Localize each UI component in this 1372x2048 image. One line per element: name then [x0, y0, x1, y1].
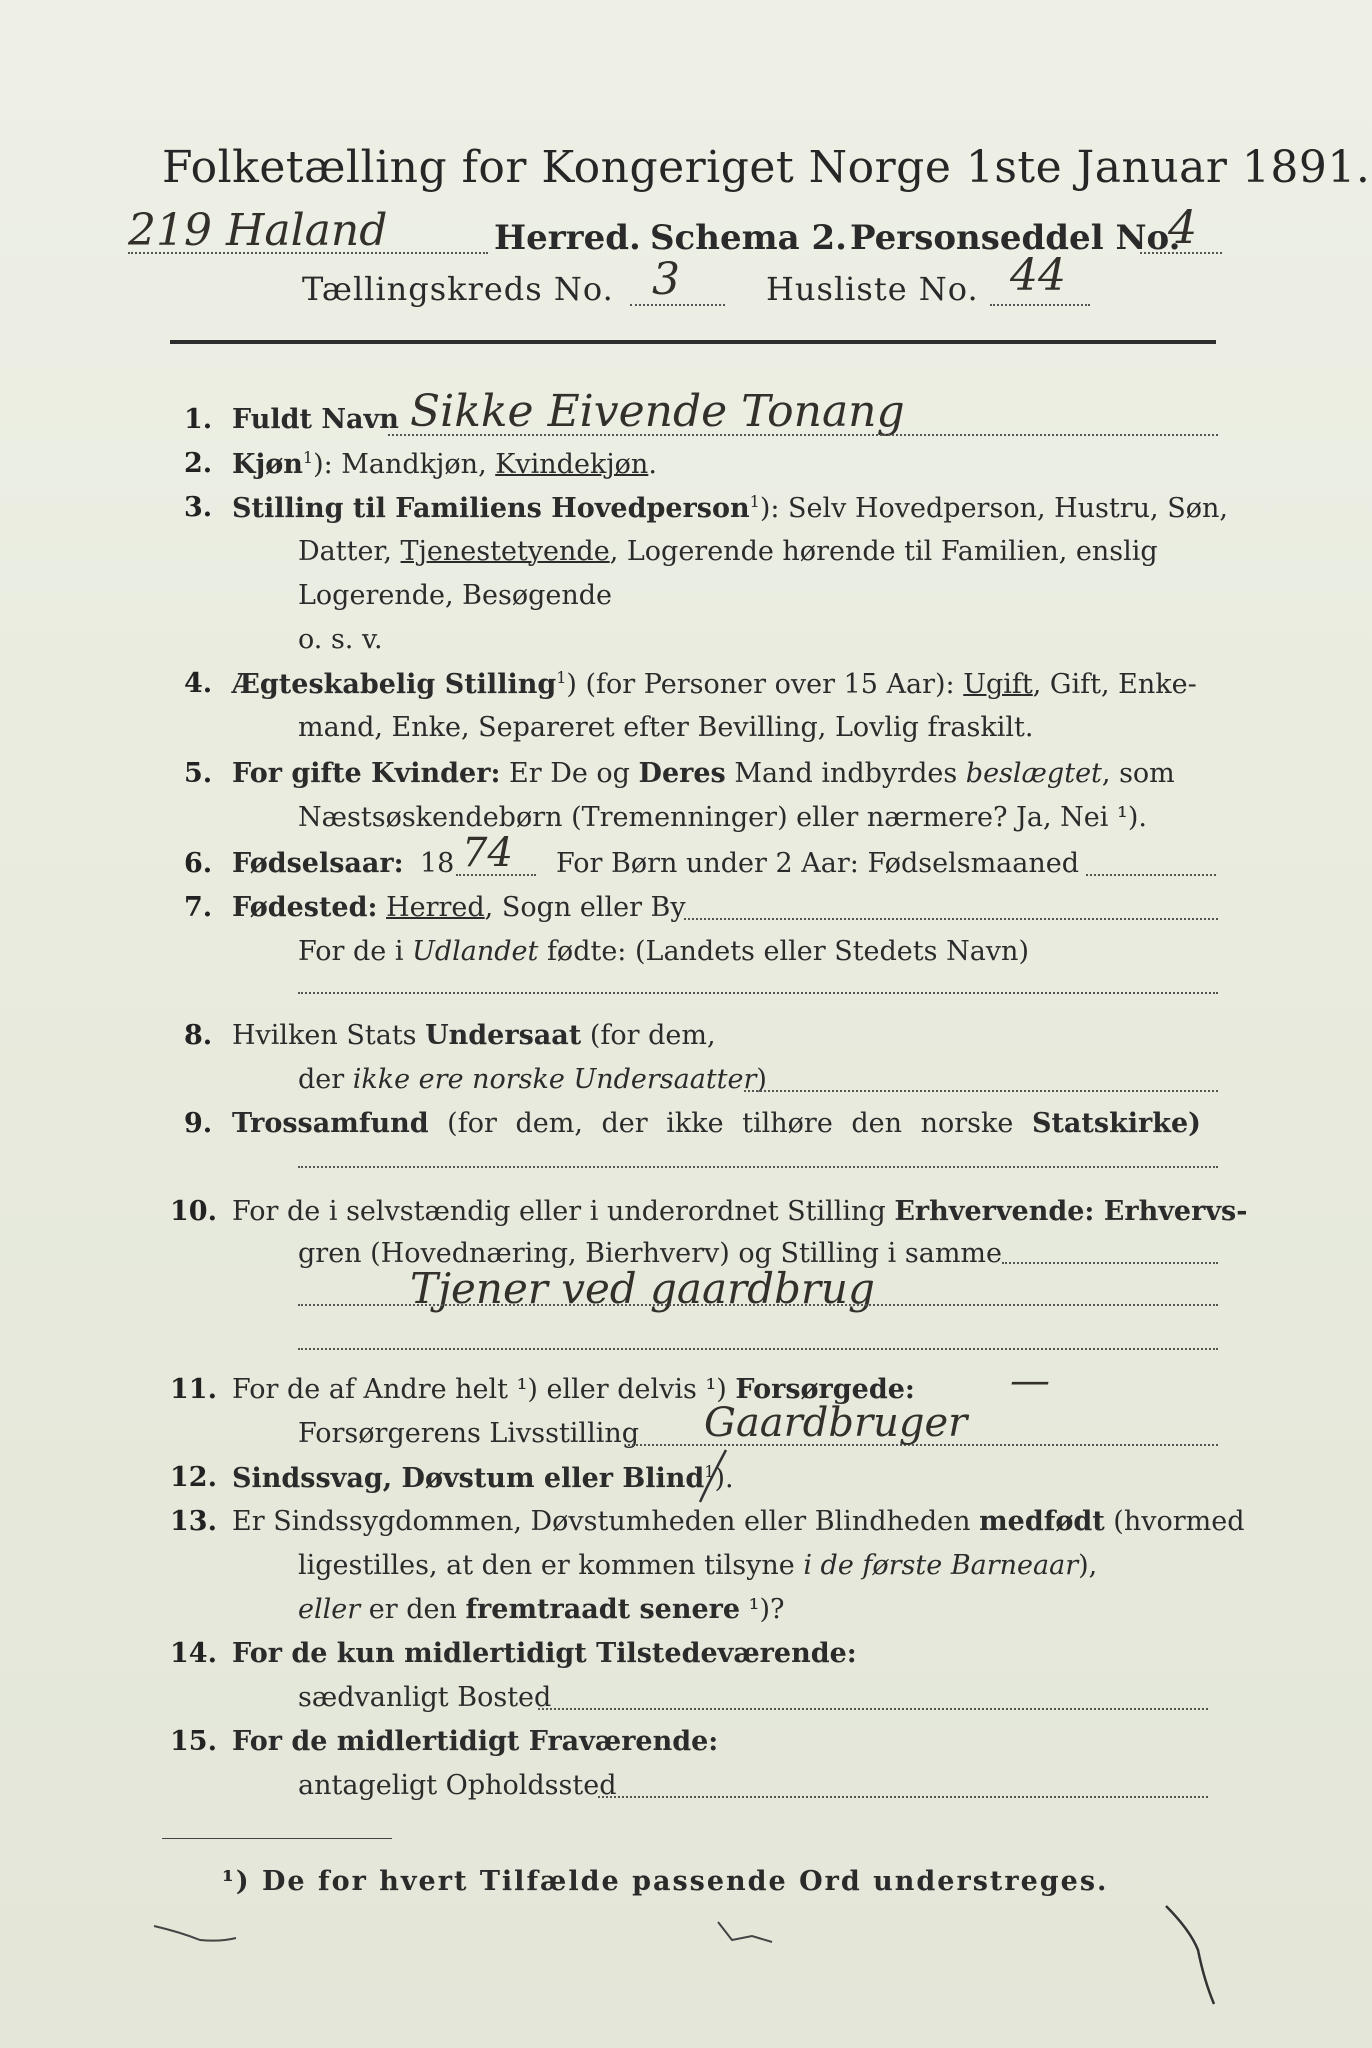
q7-line2-b: fødte: (Landets eller Stedets Navn): [538, 936, 1029, 967]
q3-label: Stilling til Familiens Hovedperson: [232, 493, 750, 524]
header-rule: [170, 340, 1216, 344]
q8-line1-a: Hvilken Stats: [232, 1020, 426, 1051]
q13-line3-a: er den: [360, 1594, 466, 1625]
q7-rest: , Sogn eller By: [484, 892, 686, 923]
husliste-number: 44: [1010, 250, 1066, 301]
q12-rest: ).: [714, 1463, 734, 1494]
q8-dotted-line: [744, 1090, 1218, 1092]
q9-rest: (for dem, der ikke tilhøre den norske: [428, 1108, 1032, 1139]
q7-label: Fødested:: [232, 892, 378, 923]
q4-ugift-underlined: Ugift: [963, 669, 1033, 700]
q6-year-answer: 74: [462, 830, 513, 876]
q13-line1-a: Er Sindssygdommen, Døvstumheden eller Blindheden: [232, 1506, 980, 1537]
q4-label: Ægteskabelig Stilling: [232, 669, 557, 700]
q7-line2: [298, 936, 1029, 967]
q3-sup: 1: [749, 492, 760, 511]
q10-line2: gren (Hovednæring, Bierhverv) og Stilling i samme: [298, 1238, 1003, 1269]
q12-line1: [232, 1462, 734, 1494]
q14-line2: sædvanligt Bosted: [298, 1682, 552, 1713]
q7-line1: [232, 892, 686, 923]
q8-line2-a: der: [298, 1064, 353, 1095]
q10-extra-dotted-line: [298, 1348, 1218, 1350]
q5-line2: Næstsøskendebørn (Tremenninger) eller nærmere? Ja, Nei ¹).: [298, 802, 1147, 833]
q7-answer-dotted-line: [298, 992, 1218, 994]
q13-medfodt: medfødt: [979, 1506, 1105, 1537]
form-title: Folketælling for Kongeriget Norge 1ste Januar 1891.: [162, 142, 1371, 193]
q13-line2-b: ),: [1078, 1550, 1098, 1581]
q8-line1-b: (for dem,: [581, 1020, 716, 1051]
q10-number: 10.: [170, 1196, 217, 1227]
q4-sup: 1: [556, 668, 567, 687]
q8-line2: [298, 1064, 767, 1095]
footnote-text: ¹) De for hvert Tilfælde passende Ord understreges.: [222, 1866, 1109, 1897]
q10-line1: [232, 1196, 1247, 1227]
q1-answer-name: Sikke Eivende Tonang: [410, 386, 905, 437]
q15-label: For de midlertidigt Fraværende:: [232, 1726, 719, 1757]
husliste-dotted-line: [990, 304, 1090, 306]
q10-line1-a: For de i selvstændig eller i underordnet Stilling: [232, 1196, 895, 1227]
q4-line2: mand, Enke, Separeret efter Bevilling, Lovlig fraskilt.: [298, 712, 1034, 743]
q8-number: 8.: [184, 1020, 213, 1051]
q15-line2: antageligt Opholdssted: [298, 1770, 617, 1801]
q10-erhvervende: Erhvervende:: [894, 1196, 1095, 1227]
q3-number: 3.: [184, 492, 213, 523]
q6-number: 6.: [184, 848, 213, 879]
q9-number: 9.: [184, 1108, 213, 1139]
q11-forsorgede: Forsørgede:: [735, 1374, 915, 1405]
q10-answer-dotted-line: [298, 1304, 1218, 1306]
q13-line2: [298, 1550, 1097, 1581]
q2-text-a: ): Mandkjøn,: [313, 449, 496, 480]
herred-label: Herred.: [494, 218, 641, 258]
q5-line1-b: Mand indbyrdes: [725, 758, 966, 789]
q13-line3: [298, 1594, 784, 1625]
kreds-label: Tællingskreds No.: [302, 270, 614, 308]
q3-line2-c: , Logerende hørende til Familien, enslig: [609, 536, 1158, 567]
q9-dotted-line: [298, 1166, 1218, 1168]
personseddel-label: Personseddel No.: [850, 218, 1181, 258]
q7-number: 7.: [184, 892, 213, 923]
footnote-rule: [162, 1838, 392, 1839]
q5-line1-a: Er De og: [500, 758, 639, 789]
q13-number: 13.: [170, 1506, 217, 1537]
q7-dotted-line: [684, 918, 1218, 920]
q11-line1-a: For de af Andre helt ¹) eller delvis ¹): [232, 1374, 736, 1405]
q3-line2: [298, 536, 1158, 567]
q11-line2: Forsørgerens Livsstilling: [298, 1418, 640, 1449]
q14-dotted-line: [538, 1708, 1208, 1710]
q13-line3-italic: eller: [298, 1594, 361, 1625]
q12-number: 12.: [170, 1462, 217, 1493]
q5-deres: Deres: [638, 758, 726, 789]
q7-udlandet: Udlandet: [412, 936, 539, 967]
q7-line2-a: For de i: [298, 936, 413, 967]
q13-line3-b: ¹)?: [740, 1594, 785, 1625]
q5-number: 5.: [184, 758, 213, 789]
herred-dotted-line: [128, 252, 488, 254]
q9-statskirke: Statskirke): [1031, 1108, 1201, 1139]
q11-number: 11.: [170, 1374, 217, 1405]
q6-label: Fødselsaar:: [232, 848, 404, 879]
schema-label: Schema 2.: [650, 218, 847, 258]
q7-herred-underlined: Herred: [386, 892, 485, 923]
q8-undersaat: Undersaat: [425, 1020, 582, 1051]
q2-number: 2.: [184, 448, 213, 479]
q8-line2-b: ): [756, 1064, 767, 1095]
q5-label: For gifte Kvinder:: [232, 758, 501, 789]
q3-line3: Logerende, Besøgende: [298, 580, 612, 611]
q4-line1: [232, 668, 1197, 700]
q10-answer-occupation: Tjener ved gaardbrug: [410, 1264, 875, 1313]
q5-beslaegtet: beslægtet: [965, 758, 1102, 789]
q8-line2-italic: ikke ere norske Undersaatter: [352, 1064, 757, 1095]
q12-label: Sindssvag, Døvstum eller Blind: [232, 1463, 705, 1494]
herred-handwritten: 219 Haland: [128, 205, 388, 256]
q3-tjenestetyende-underlined: Tjenestetyende: [400, 536, 610, 567]
q2-text-c: .: [648, 449, 657, 480]
q10-line2-dotted: [1002, 1262, 1218, 1264]
q13-line2-a: ligestilles, at den er kommen tilsyne: [298, 1550, 804, 1581]
q15-number: 15.: [170, 1726, 217, 1757]
q2-kvindekjon-underlined: Kvindekjøn: [495, 449, 649, 480]
q1-label: Fuldt Navn: [232, 404, 399, 435]
q14-number: 14.: [170, 1638, 217, 1669]
kreds-dotted-line: [630, 304, 725, 306]
q1-dotted-line: [388, 434, 1218, 436]
q6-rest: For Børn under 2 Aar: Fødselsmaaned: [556, 848, 1080, 879]
q12-sup: 1: [704, 1462, 715, 1481]
q1-number: 1.: [184, 404, 213, 435]
pencil-mark-center: [712, 1916, 782, 1956]
pencil-mark-left: [150, 1920, 240, 1950]
q4-number: 4.: [184, 668, 213, 699]
q15-dotted-line: [598, 1796, 1208, 1798]
q13-fremtraadt: fremtraadt senere: [465, 1594, 741, 1625]
personseddel-dotted-line: [1140, 252, 1222, 254]
husliste-label: Husliste No.: [766, 270, 979, 308]
q3-line2-a: Datter,: [298, 536, 401, 567]
q13-line2-italic: i de første Barneaar: [803, 1550, 1079, 1581]
pencil-mark-right: [1160, 1900, 1230, 2010]
q9-line1: [232, 1108, 1201, 1139]
q10-erhvervs: Erhvervs-: [1094, 1196, 1248, 1227]
q9-label: Trossamfund: [232, 1108, 429, 1139]
q6-prefix: 18: [420, 848, 455, 879]
q5-line1: [232, 758, 1175, 789]
personseddel-number: 4: [1168, 200, 1198, 254]
q4-line1-rest: ) (for Personer over 15 Aar):: [566, 669, 964, 700]
q2-label: Kjøn: [232, 449, 303, 480]
q3-line1: [232, 492, 1228, 524]
q5-line1-c: , som: [1101, 758, 1175, 789]
q6-year-dotted-line: [456, 874, 536, 876]
q12-slash-mark: [694, 1446, 734, 1506]
q3-line1-rest: ): Selv Hovedperson, Hustru, Søn,: [759, 493, 1228, 524]
q11-dash-mark: —: [1010, 1358, 1050, 1404]
q11-answer-livsstilling: Gaardbruger: [704, 1400, 968, 1446]
kreds-number: 3: [652, 254, 680, 305]
q8-line1: [232, 1020, 716, 1051]
q6-dotted-line: [1086, 874, 1216, 876]
q2-text: [232, 448, 657, 480]
q14-label: For de kun midlertidigt Tilstedeværende:: [232, 1638, 857, 1669]
q2-sup: 1: [302, 448, 314, 467]
q13-line1-b: (hvormed: [1104, 1506, 1245, 1537]
q4-line1-end: , Gift, Enke-: [1032, 669, 1197, 700]
q13-line1: [232, 1506, 1245, 1537]
q3-line4: o. s. v.: [298, 624, 383, 655]
